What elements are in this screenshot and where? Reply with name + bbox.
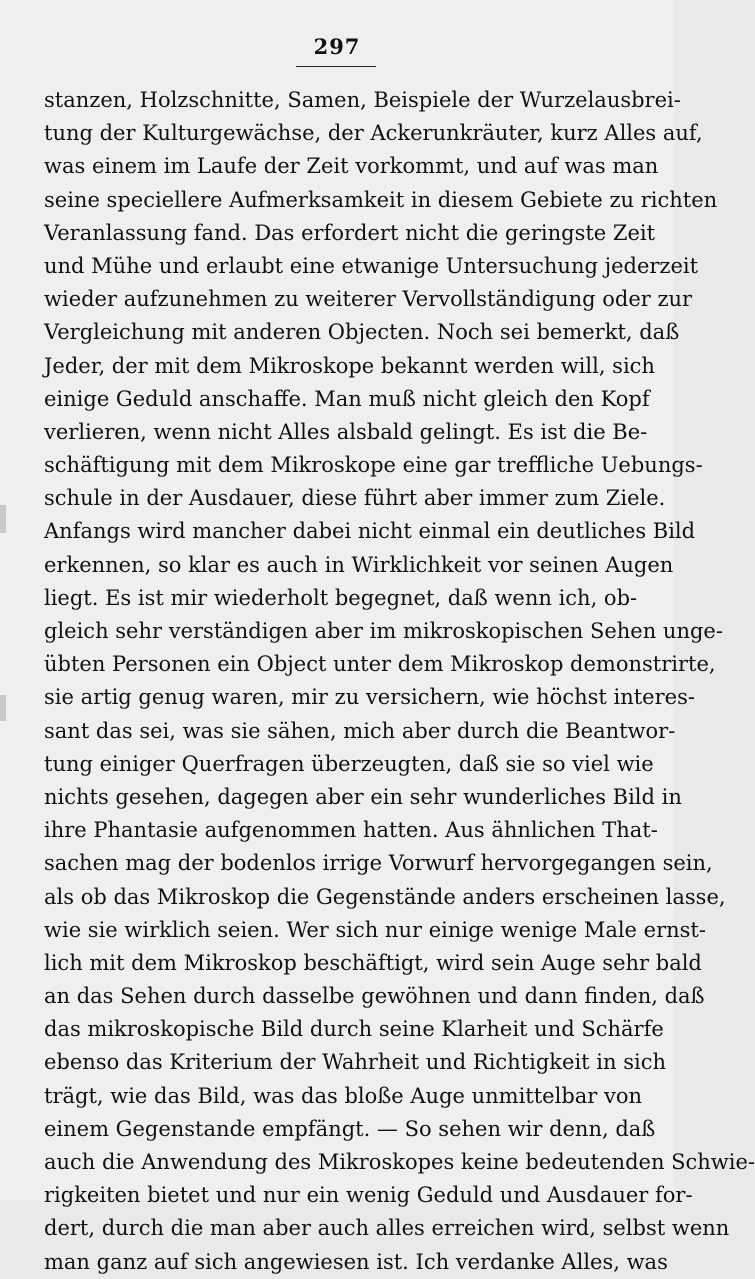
page-edge-mark xyxy=(0,505,6,533)
text-line: rigkeiten bietet und nur ein wenig Geduld und Ausdauer for- xyxy=(44,1183,693,1208)
body-text xyxy=(44,84,755,1279)
text-line: wieder aufzunehmen zu weiterer Vervollständigung oder zur xyxy=(44,287,693,312)
text-line: Anfangs wird mancher dabei nicht einmal ein deutliches Bild xyxy=(44,519,696,544)
text-line: gleich sehr verständigen aber im mikroskopischen Sehen unge- xyxy=(44,619,723,643)
text-line: ebenso das Kriterium der Wahrheit und Richtigkeit in sich xyxy=(44,1050,666,1075)
text-line: an das Sehen durch dasselbe gewöhnen und dann finden, daß xyxy=(44,984,705,1009)
text-line: schäftigung mit dem Mikroskope eine gar treffliche Uebungs- xyxy=(44,453,703,478)
text-line: sie artig genug waren, mir zu versichern, wie höchst interes- xyxy=(44,685,695,710)
text-line: verlieren, wenn nicht Alles alsbald gelingt. Es ist die Be- xyxy=(44,419,648,444)
text-line: Veranlassung fand. Das erfordert nicht die geringste Zeit xyxy=(44,220,656,245)
text-line: tung einiger Querfragen überzeugten, daß sie so viel wie xyxy=(44,751,654,776)
text-line: übten Personen ein Object unter dem Mikroskop demonstrirte, xyxy=(44,652,716,677)
text-line: man ganz auf sich angewiesen ist. Ich verdanke Alles, was xyxy=(44,1249,668,1274)
text-line: tung der Kulturgewächse, der Ackerunkräuter, kurz Alles auf, xyxy=(44,121,703,146)
text-line: was einem im Laufe der Zeit vorkommt, und auf was man xyxy=(44,154,659,179)
text-line: lich mit dem Mikroskop beschäftigt, wird sein Auge sehr bald xyxy=(44,950,702,975)
text-line: das mikroskopische Bild durch seine Klarheit und Schärfe xyxy=(44,1017,664,1042)
text-line: trägt, wie das Bild, was das bloße Auge unmittelbar von xyxy=(44,1083,643,1108)
text-line: erkennen, so klar es auch in Wirklichkeit vor seinen Augen xyxy=(44,552,674,577)
text-line: und Mühe und erlaubt eine etwanige Untersuchung jederzeit xyxy=(44,253,699,278)
text-line: dert, durch die man aber auch alles erreichen wird, selbst wenn xyxy=(44,1216,730,1241)
text-line: auch die Anwendung des Mikroskopes keine bedeutenden Schwie- xyxy=(44,1150,755,1174)
text-line: Jeder, der mit dem Mikroskope bekannt werden will, sich xyxy=(44,353,655,378)
text-line: einige Geduld anschaffe. Man muß nicht gleich den Kopf xyxy=(44,386,650,411)
text-line: ihre Phantasie aufgenommen hatten. Aus ähnlichen That- xyxy=(44,818,658,843)
text-line: schule in der Ausdauer, diese führt aber immer zum Ziele. xyxy=(44,486,666,511)
text-line: einem Gegenstande empfängt. — So sehen wir denn, daß xyxy=(44,1116,656,1141)
text-line: liegt. Es ist mir wiederholt begegnet, daß wenn ich, ob- xyxy=(44,585,638,610)
page-number: 297 xyxy=(313,34,361,59)
text-line: wie sie wirklich seien. Wer sich nur einige wenige Male ernst- xyxy=(44,917,706,942)
text-line: stanzen, Holzschnitte, Samen, Beispiele der Wurzelausbrei- xyxy=(44,88,681,112)
text-line: Vergleichung mit anderen Objecten. Noch sei bemerkt, daß xyxy=(44,320,680,345)
text-line: nichts gesehen, dagegen aber ein sehr wunderliches Bild in xyxy=(44,784,682,809)
text-line: seine speciellere Aufmerksamkeit in diesem Gebiete zu richten xyxy=(44,187,718,212)
text-line: sant das sei, was sie sähen, mich aber durch die Beantwor- xyxy=(44,718,676,743)
text-line: als ob das Mikroskop die Gegenstände anders erscheinen lasse, xyxy=(44,884,726,909)
text-line: sachen mag der bodenlos irrige Vorwurf hervorgegangen sein, xyxy=(44,851,713,876)
header-rule xyxy=(296,66,376,67)
page-edge-mark xyxy=(0,695,6,721)
